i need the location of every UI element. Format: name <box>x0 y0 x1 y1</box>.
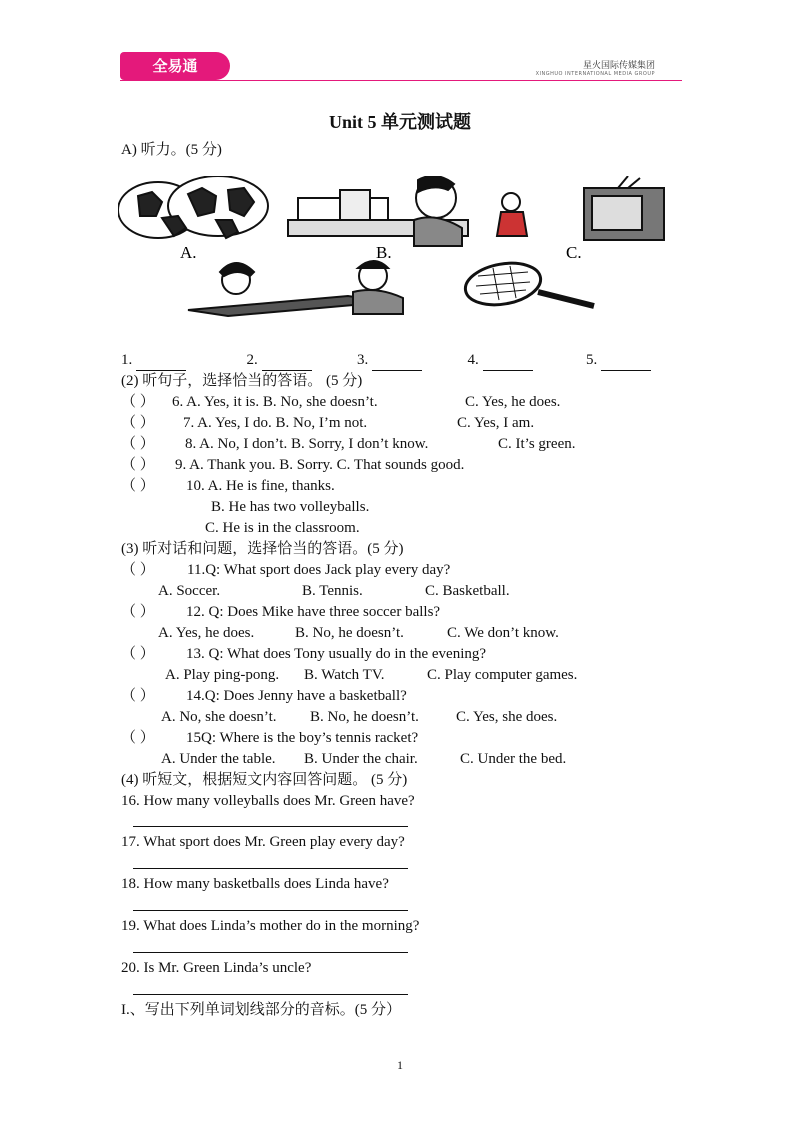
q11-option-a: A. Soccer. <box>158 583 221 599</box>
section-2-heading: (2) 听句子，选择恰当的答语。 (5 分) <box>121 373 363 389</box>
blank-2[interactable] <box>262 350 312 371</box>
q14-paren[interactable]: （ ） <box>121 688 155 704</box>
blank-3-label: 3. <box>357 352 372 368</box>
q16-question: 16. How many volleyballs does Mr. Green have? <box>121 793 415 809</box>
q13-question: 13. Q: What does Tony usually do in the evening? <box>186 646 487 662</box>
section-i-heading: I.、写出下列单词划线部分的音标。(5 分） <box>121 1002 401 1018</box>
q10-option-c: C. He is in the classroom. <box>205 520 360 536</box>
q12-question: 12. Q: Does Mike have three soccer balls? <box>186 604 441 620</box>
q8-options: 8. A. No, I don’t. B. Sorry, I don’t know. <box>185 436 429 452</box>
q20-answer-line[interactable] <box>133 994 408 995</box>
q6-option-c: C. Yes, he does. <box>465 394 561 410</box>
picture-label-c: C. <box>566 243 582 262</box>
brand-name: 星火国际传媒集团 <box>582 61 655 71</box>
blank-3[interactable] <box>372 350 422 371</box>
q12-option-a: A. Yes, he does. <box>158 625 255 641</box>
q18-question: 18. How many basketballs does Linda have? <box>121 876 389 892</box>
header-rule <box>120 80 682 81</box>
q7-option-c: C. Yes, I am. <box>457 415 535 431</box>
q13-option-b: B. Watch TV. <box>304 667 385 683</box>
q6-options: 6. A. Yes, it is. B. No, she doesn’t. <box>172 394 378 410</box>
q12-option-b: B. No, he doesn’t. <box>295 625 404 641</box>
q10-option-b: B. He has two volleyballs. <box>211 499 370 515</box>
brand-english: XINGHUO INTERNATIONAL MEDIA GROUP <box>535 71 655 77</box>
blank-1-label: 1. <box>121 352 136 368</box>
q9-options: 9. A. Thank you. B. Sorry. C. That sounds good. <box>175 457 465 473</box>
soccer-balls-picture <box>118 176 268 238</box>
logo: 全易通 <box>120 52 230 80</box>
tv-boy-picture <box>497 176 664 240</box>
picture-label-a: A. <box>180 243 197 262</box>
q11-question: 11.Q: What sport does Jack play every day? <box>187 562 451 578</box>
section-3-heading: (3) 听对话和问题，选择恰当的答语。(5 分) <box>121 541 404 557</box>
picture-label-b: B. <box>376 243 392 262</box>
q14-option-b: B. No, he doesn’t. <box>310 709 419 725</box>
q14-option-a: A. No, she doesn’t. <box>161 709 277 725</box>
q13-option-a: A. Play ping-pong. <box>165 667 280 683</box>
q15-paren[interactable]: （ ） <box>121 730 155 746</box>
listening-pictures <box>118 176 696 318</box>
q13-paren[interactable]: （ ） <box>121 646 155 662</box>
q14-question: 14.Q: Does Jenny have a basketball? <box>186 688 407 704</box>
blank-4[interactable] <box>483 350 533 371</box>
q11-paren[interactable]: （ ） <box>121 562 155 578</box>
section-4-heading: (4) 听短文，根据短文内容回答问题。 (5 分) <box>121 772 408 788</box>
blank-5[interactable] <box>601 350 651 371</box>
q13-option-c: C. Play computer games. <box>427 667 578 683</box>
q12-paren[interactable]: （ ） <box>121 604 155 620</box>
tennis-racket-picture <box>462 258 594 311</box>
q9-paren[interactable]: （ ） <box>121 457 155 473</box>
ping-pong-players-picture <box>188 261 403 316</box>
q17-question: 17. What sport does Mr. Green play every day? <box>121 834 405 850</box>
q11-option-b: B. Tennis. <box>302 583 363 599</box>
q17-answer-line[interactable] <box>133 868 408 869</box>
page-number: 1 <box>397 1058 403 1072</box>
q8-paren[interactable]: （ ） <box>121 436 155 452</box>
q12-option-c: C. We don’t know. <box>447 625 559 641</box>
q20-question: 20. Is Mr. Green Linda’s uncle? <box>121 960 312 976</box>
q14-option-c: C. Yes, she does. <box>456 709 558 725</box>
q10-option-a: 10. A. He is fine, thanks. <box>186 478 335 494</box>
q7-options: 7. A. Yes, I do. B. No, I’m not. <box>183 415 368 431</box>
computer-boy-picture <box>288 176 468 246</box>
blank-2-label: 2. <box>246 352 262 368</box>
q15-option-c: C. Under the bed. <box>460 751 567 767</box>
q6-paren[interactable]: （ ） <box>121 394 155 410</box>
page-title: Unit 5 单元测试题 <box>328 112 471 132</box>
section-a-heading: A) 听力。(5 分) <box>121 142 222 158</box>
q7-paren[interactable]: （ ） <box>121 415 155 431</box>
blank-1[interactable] <box>136 350 186 371</box>
blank-5-label: 5. <box>586 352 601 368</box>
q8-option-c: C. It’s green. <box>498 436 576 452</box>
q16-answer-line[interactable] <box>133 826 408 827</box>
q15-question: 15Q: Where is the boy’s tennis racket? <box>186 730 419 746</box>
q15-option-b: B. Under the chair. <box>304 751 418 767</box>
q15-option-a: A. Under the table. <box>161 751 276 767</box>
q19-answer-line[interactable] <box>133 952 408 953</box>
blank-4-label: 4. <box>467 352 483 368</box>
q10-paren[interactable]: （ ） <box>121 478 155 494</box>
q11-option-c: C. Basketball. <box>425 583 510 599</box>
q19-question: 19. What does Linda’s mother do in the morning? <box>121 918 420 934</box>
listening-blanks-row <box>121 350 651 371</box>
q18-answer-line[interactable] <box>133 910 408 911</box>
publisher-brand <box>536 58 655 77</box>
